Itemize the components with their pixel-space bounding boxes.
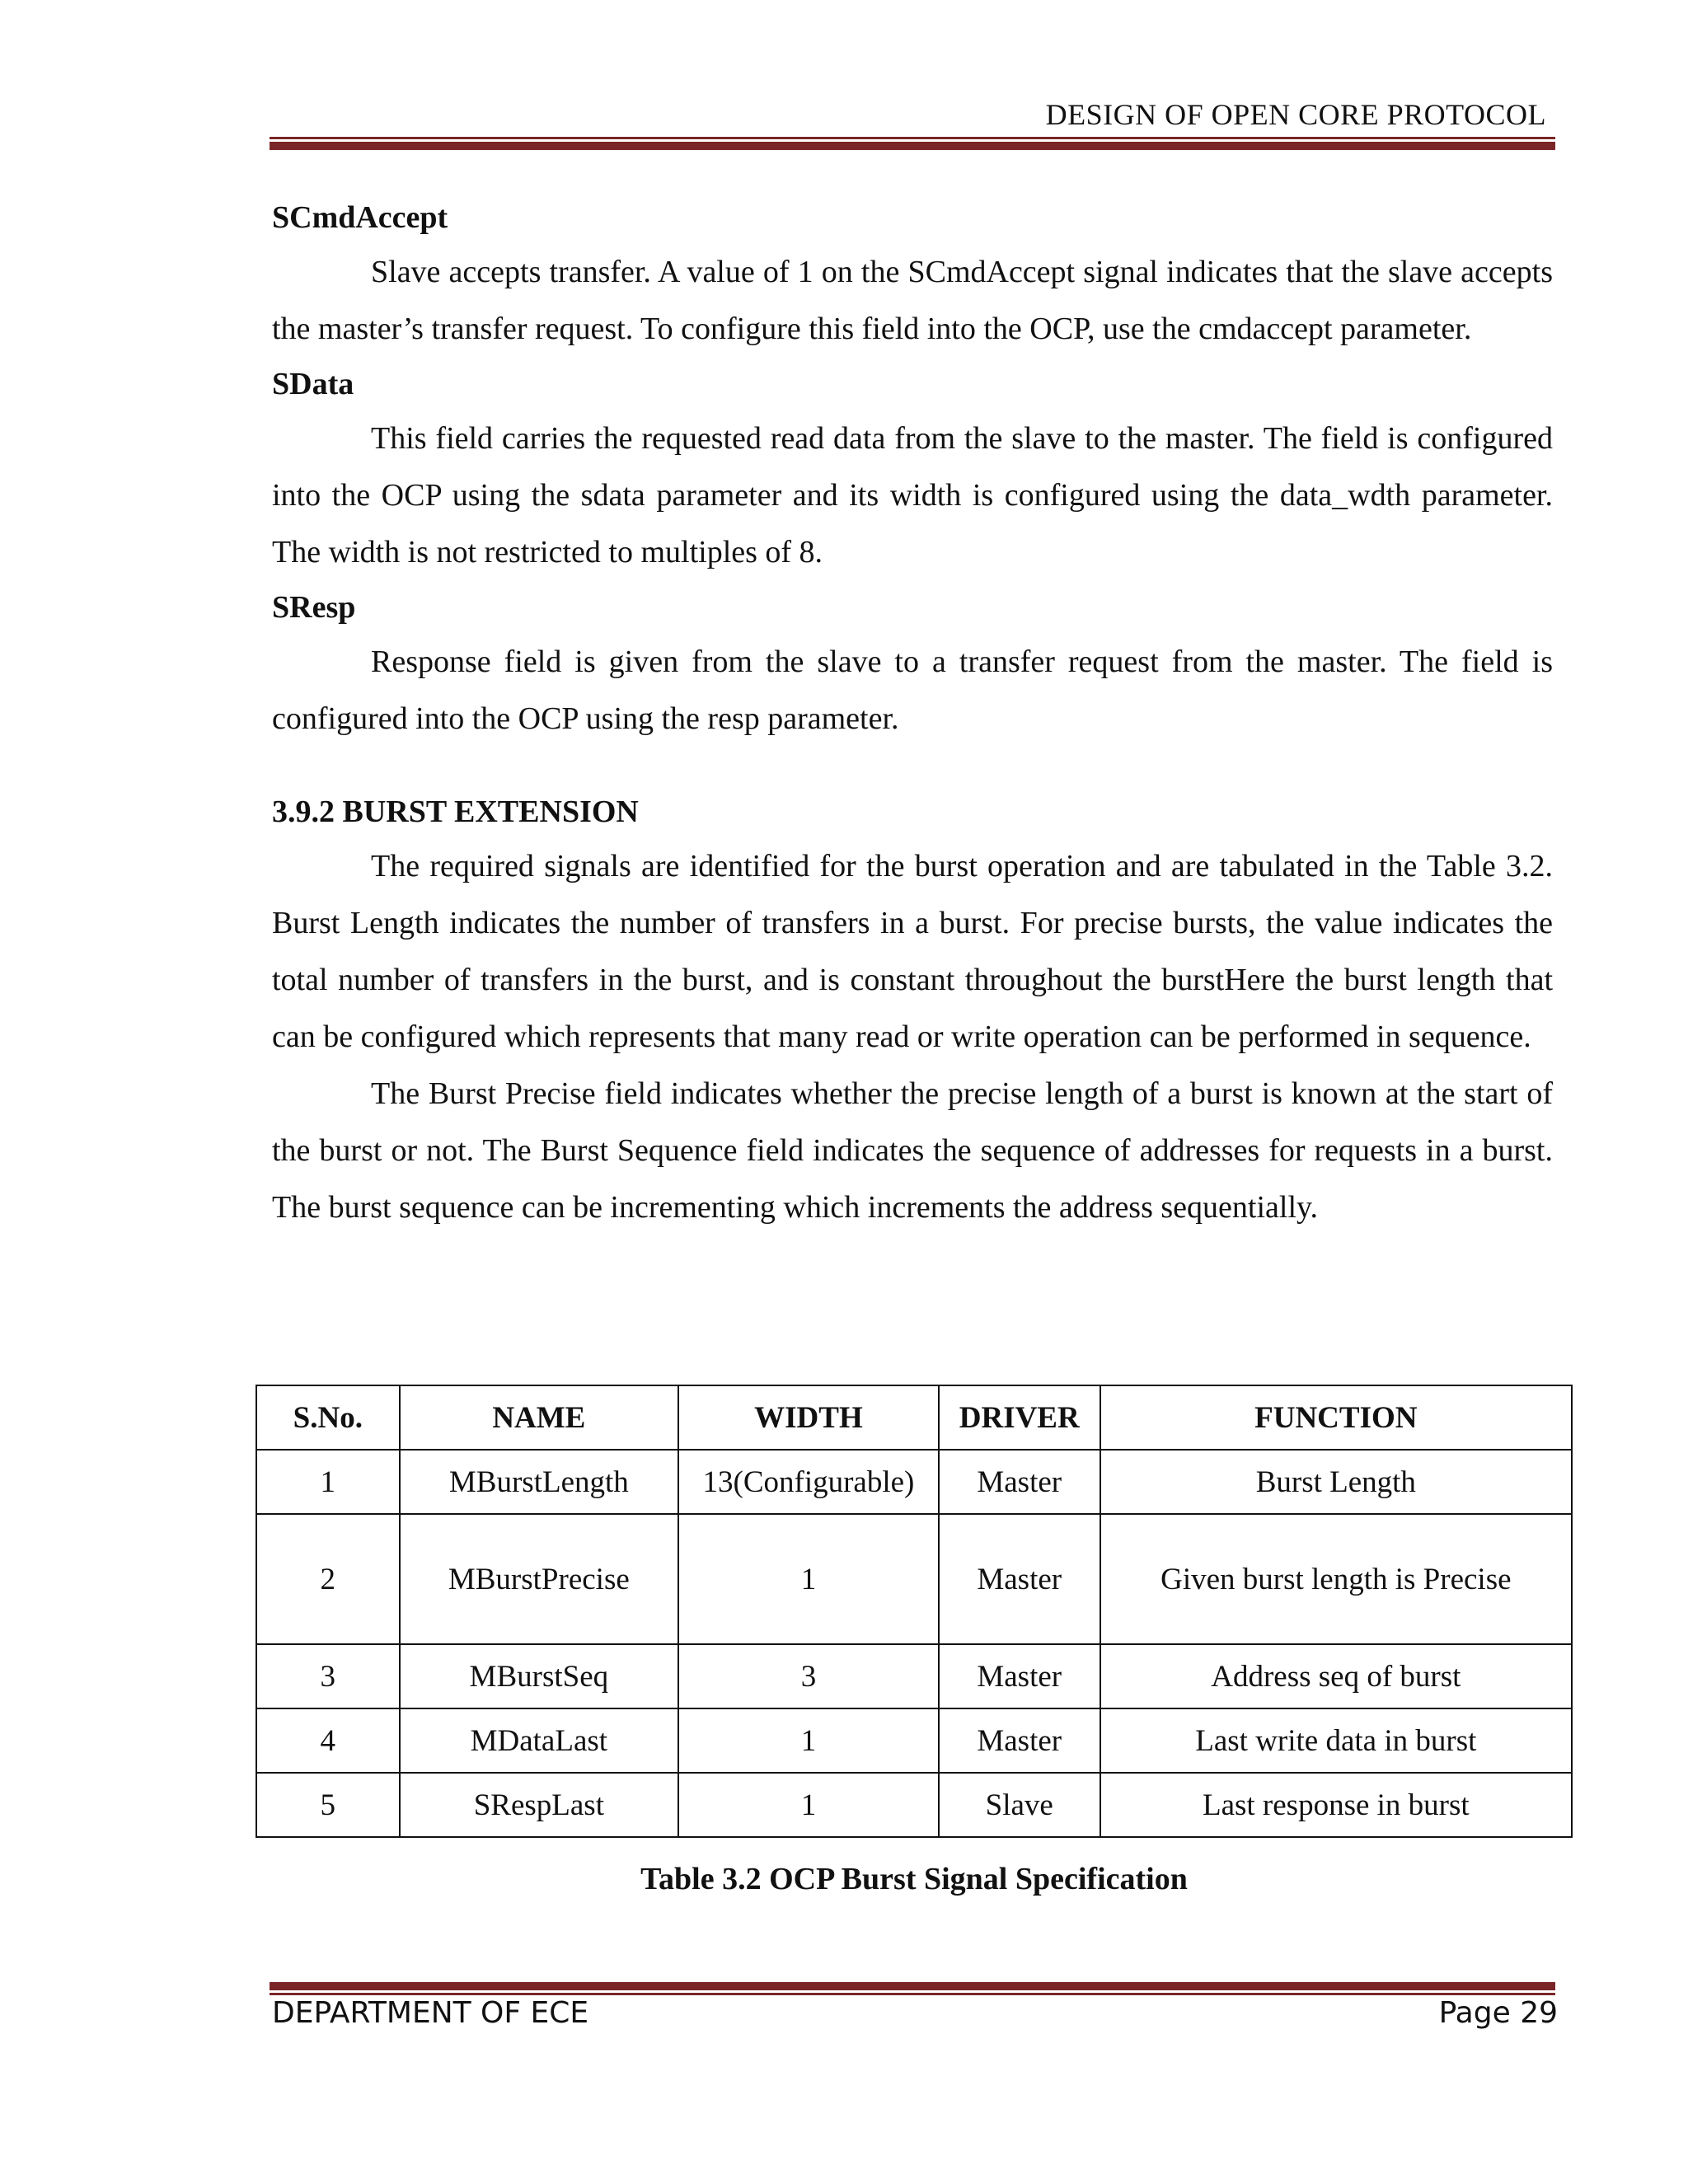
- table-cell: Master: [939, 1708, 1100, 1773]
- table-cell: 4: [256, 1708, 400, 1773]
- table-cell: Last response in burst: [1100, 1773, 1572, 1837]
- paragraph-sdata: This field carries the requested read data from the slave to the master. The field is configured into the OCP using the sdata parameter and its width is configured using the data_wdth parameter. The width is not restricted to multiples of 8.: [272, 421, 1553, 569]
- table-cell: 13(Configurable): [678, 1450, 939, 1514]
- heading-sresp: SResp: [272, 590, 356, 625]
- table-cell: Last write data in burst: [1100, 1708, 1572, 1773]
- table-cell: 1: [256, 1450, 400, 1514]
- heading-sdata: SData: [272, 367, 354, 401]
- table-cell: MDataLast: [400, 1708, 678, 1773]
- table-row: [256, 1514, 1572, 1644]
- paragraph-sresp: Response field is given from the slave to a transfer request from the master. The field is configured into the OCP using the resp parameter.: [272, 644, 1553, 736]
- table-row: [256, 1773, 1572, 1837]
- paragraph-burst-2: The Burst Precise field indicates whether the precise length of a burst is known at the start of the burst or not. The Burst Sequence field indicates the sequence of addresses for requests in a burst. The burst sequence can be incrementing which increments the address sequentially.: [272, 1076, 1553, 1225]
- table-cell: MBurstPrecise: [400, 1514, 678, 1644]
- table-cell: 3: [256, 1644, 400, 1708]
- footer-page-number: Page 29: [1438, 1996, 1558, 2030]
- section-title-burst-extension: 3.9.2 BURST EXTENSION: [272, 794, 639, 829]
- body-content: [272, 191, 1553, 1236]
- column-header: WIDTH: [678, 1385, 939, 1450]
- table-cell: Address seq of burst: [1100, 1644, 1572, 1708]
- table-cell: MBurstLength: [400, 1450, 678, 1514]
- column-header: DRIVER: [939, 1385, 1100, 1450]
- table-cell: 1: [678, 1773, 939, 1837]
- column-header: S.No.: [256, 1385, 400, 1450]
- column-header: FUNCTION: [1100, 1385, 1572, 1450]
- column-header: NAME: [400, 1385, 678, 1450]
- table-cell: Burst Length: [1100, 1450, 1572, 1514]
- table-row: [256, 1708, 1572, 1773]
- table-caption: Table 3.2 OCP Burst Signal Specification: [640, 1862, 1188, 1896]
- table-cell: 5: [256, 1773, 400, 1837]
- footer-department: DEPARTMENT OF ECE: [272, 1996, 589, 2030]
- footer-rule: [270, 1982, 1555, 1995]
- table-row: [256, 1450, 1572, 1514]
- table-cell: MBurstSeq: [400, 1644, 678, 1708]
- header-rule: [270, 137, 1555, 150]
- table-cell: 3: [678, 1644, 939, 1708]
- table-cell: 2: [256, 1514, 400, 1644]
- table-cell: Master: [939, 1450, 1100, 1514]
- table-cell: Given burst length is Precise: [1100, 1514, 1572, 1644]
- table-cell: SRespLast: [400, 1773, 678, 1837]
- table-cell: Master: [939, 1514, 1100, 1644]
- heading-scmdaccept: SCmdAccept: [272, 200, 448, 235]
- table-cell: Master: [939, 1644, 1100, 1708]
- paragraph-scmdaccept: Slave accepts transfer. A value of 1 on the SCmdAccept signal indicates that the slave accepts the master’s transfer request. To configure this field into the OCP, use the cmdaccept parameter.: [272, 255, 1553, 346]
- table-header-row: [256, 1385, 1572, 1450]
- table-cell: Slave: [939, 1773, 1100, 1837]
- running-header: DESIGN OF OPEN CORE PROTOCOL: [1045, 98, 1546, 131]
- burst-signal-table: [256, 1385, 1573, 1838]
- table-row: [256, 1644, 1572, 1708]
- table-cell: 1: [678, 1708, 939, 1773]
- table-cell: 1: [678, 1514, 939, 1644]
- paragraph-burst-1: The required signals are identified for the burst operation and are tabulated in the Table 3.2. Burst Length indicates the number of transfers in a burst. For precise bursts, the value indicates the total number of transfers in the burst, and is constant throughout the burstHere the burst length that can be configured which represents that many read or write operation can be performed in sequence.: [272, 849, 1553, 1054]
